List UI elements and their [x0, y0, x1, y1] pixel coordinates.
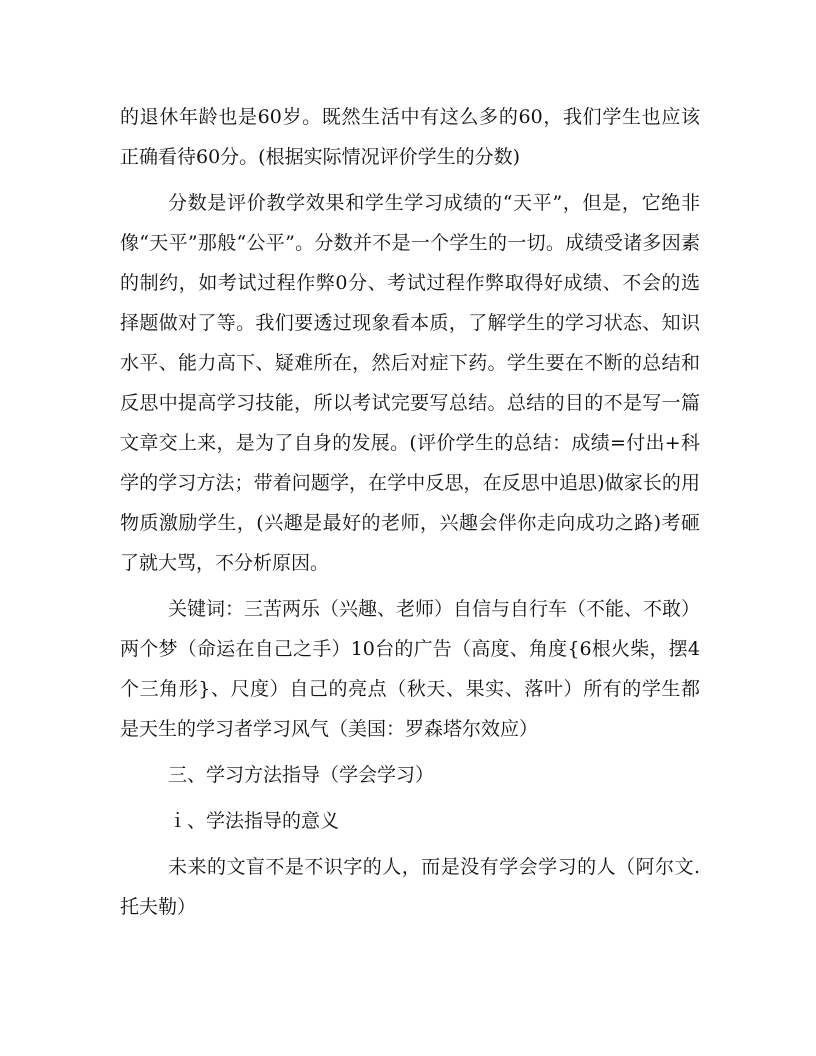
paragraph-keywords: 关键词：三苦两乐（兴趣、老师）自信与自行车（不能、不敢）两个梦（命运在自己之手）10台的广告（高度、角度{6根火柴，摆4个三角形}、尺度）自己的亮点（秋天、果实、落叶）所有的学生都是天生的学习者学习风气（美国：罗森塔尔效应） — [120, 598, 701, 740]
subsection-heading-significance: ｉ、学法指导的意义 — [168, 810, 340, 832]
document-body — [120, 97, 700, 927]
paragraph-score-evaluation: 分数是评价教学效果和学生学习成绩的“天平”，但是，它绝非像“天平”那般“公平”。分数并不是一个学生的一切。成绩受诸多因素的制约，如考试过程作弊0分、考试过程作弊取得好成绩、不会的选择题做对了等。我们要透过现象看本质，了解学生的学习状态、知识水平、能力高下、疑难所在，然后对症下药。学生要在不断的总结和反思中提高学习技能，所以考试完要写总结。总结的目的不是写一篇文章交上来，是为了自身的发展。(评价学生的总结：成绩=付出+科学的学习方法；带着问题学，在学中反思，在反思中追思)做家长的用物质激励学生，(兴趣是最好的老师，兴趣会伴你走向成功之路)考砸了就大骂，不分析原因。 — [120, 192, 700, 574]
section-heading-study-methods: 三、学习方法指导（学会学习） — [168, 764, 435, 786]
paragraph-quote-toffler: 未来的文盲不是不识字的人，而是没有学会学习的人（阿尔文.托夫勒） — [120, 856, 700, 918]
paragraph-continuation: 的退休年龄也是60岁。既然生活中有这么多的60，我们学生也应该正确看待60分。(根据实际情况评价学生的分数) — [120, 106, 700, 168]
